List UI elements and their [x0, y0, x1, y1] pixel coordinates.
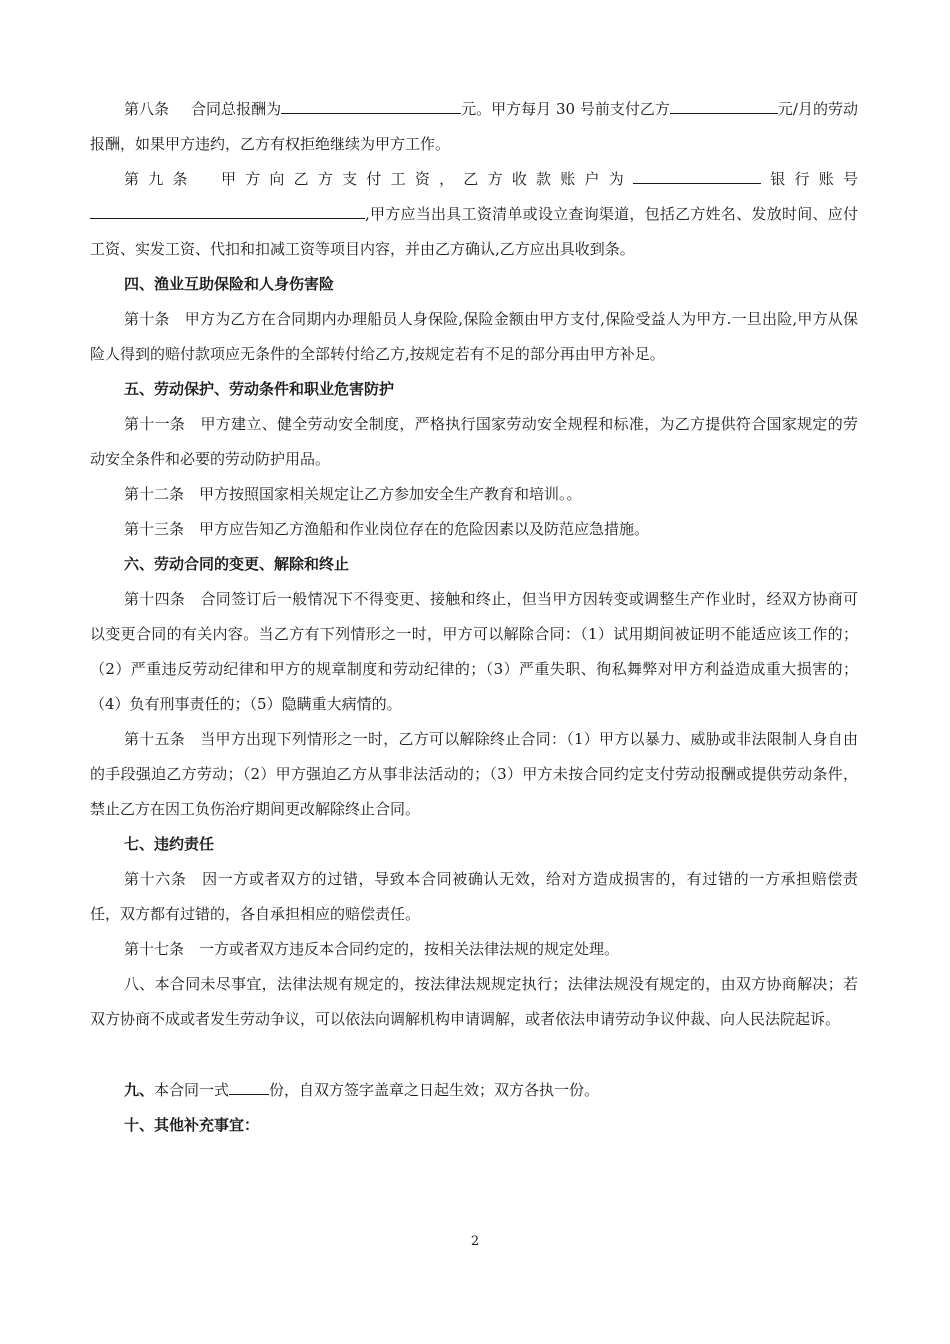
total-pay-blank[interactable]	[281, 98, 461, 114]
article-11: 第十一条 甲方建立、健全劳动安全制度，严格执行国家劳动安全规程和标准，为乙方提供符合国家规定的劳动安全条件和必要的劳动防护用品。	[90, 415, 858, 468]
monthly-pay-blank[interactable]	[670, 98, 778, 114]
account-blank[interactable]	[633, 168, 761, 184]
section-9-text-2: 份，自双方签字盖章之日起生效；双方各执一份。	[269, 1081, 600, 1099]
copies-blank[interactable]	[229, 1079, 269, 1095]
article-8-label: 第八条	[124, 100, 170, 118]
article-8	[90, 92, 858, 162]
article-10: 第十条 甲方为乙方在合同期内办理船员人身保险,保险金额由甲方支付,保险受益人为甲方.一旦出险,甲方从保险人得到的赔付款项应无条件的全部转付给乙方,按规定若有不足的部分再由甲方补足。	[90, 310, 858, 363]
article-13: 第十三条 甲方应告知乙方渔船和作业岗位存在的危险因素以及防范应急措施。	[124, 520, 650, 538]
contract-body	[90, 92, 858, 1143]
section-heading-4: 四、渔业互助保险和人身伤害险	[124, 275, 335, 293]
article-16: 第十六条 因一方或者双方的过错，导致本合同被确认无效，给对方造成损害的，有过错的一方承担赔偿责任，双方都有过错的，各自承担相应的赔偿责任。	[90, 870, 858, 923]
section-9-number: 九、	[124, 1081, 155, 1099]
section-heading-10: 十、其他补充事宜：	[124, 1116, 260, 1134]
article-9-line-1	[90, 162, 858, 197]
article-8-text: 合同总报酬为	[191, 100, 282, 118]
spacer	[90, 1037, 858, 1073]
article-8-text-2: 元。甲方每月 30 号前支付乙方	[461, 100, 670, 118]
section-9	[90, 1073, 858, 1108]
article-9-text-2: ,甲方应当出具工资清单或设立查询渠道，包括乙方姓名、发放时间、应付工资、实发工资、代扣和扣减工资等项目内容，并由乙方确认,乙方应出具收到条。	[90, 205, 858, 258]
article-15: 第十五条 当甲方出现下列情形之一时，乙方可以解除终止合同：（1）甲方以暴力、威胁或非法限制人身自由的手段强迫乙方劳动；（2）甲方强迫乙方从事非法活动的；（3）甲方未按合同约定支付劳动报酬或提供劳动条件，禁止乙方在因工负伤治疗期间更改解除终止合同。	[90, 730, 858, 818]
article-17: 第十七条 一方或者双方违反本合同约定的，按相关法律法规的规定处理。	[124, 940, 620, 958]
section-heading-7: 七、违约责任	[124, 835, 215, 853]
section-heading-5: 五、劳动保护、劳动条件和职业危害防护	[124, 380, 395, 398]
article-8-text-3: 元/月的劳动报酬，如果甲方违约，乙方有权拒绝继续为甲方工作。	[90, 100, 858, 153]
section-8: 八、本合同未尽事宜，法律法规有规定的，按法律法规规定执行；法律法规没有规定的，由双方协商解决；若双方协商不成或者发生劳动争议，可以依法向调解机构申请调解，或者依法申请劳动争议仲裁、向人民法院起诉。	[90, 975, 858, 1028]
article-12: 第十二条 甲方按照国家相关规定让乙方参加安全生产教育和培训。。	[124, 485, 582, 503]
article-9-bank-label: 银行账号	[761, 170, 858, 188]
page-number: 2	[470, 1234, 480, 1249]
article-14: 第十四条 合同签订后一般情况下不得变更、接触和终止，但当甲方因转变或调整生产作业时，经双方协商可以变更合同的有关内容。当乙方有下列情形之一时，甲方可以解除合同：（1）试用期间被证明不能适应该工作的；（2）严重违反劳动纪律和甲方的规章制度和劳动纪律的；（3）严重失职、徇私舞弊对甲方利益造成重大损害的；（4）负有刑事责任的；（5）隐瞒重大病情的。	[90, 590, 858, 713]
section-heading-6: 六、劳动合同的变更、解除和终止	[124, 555, 350, 573]
article-9-text: 第九条 甲方向乙方支付工资，乙方收款账户为	[124, 170, 634, 188]
bank-account-blank[interactable]	[90, 203, 365, 219]
article-9-rest	[90, 197, 858, 267]
section-9-text: 本合同一式	[154, 1081, 230, 1099]
